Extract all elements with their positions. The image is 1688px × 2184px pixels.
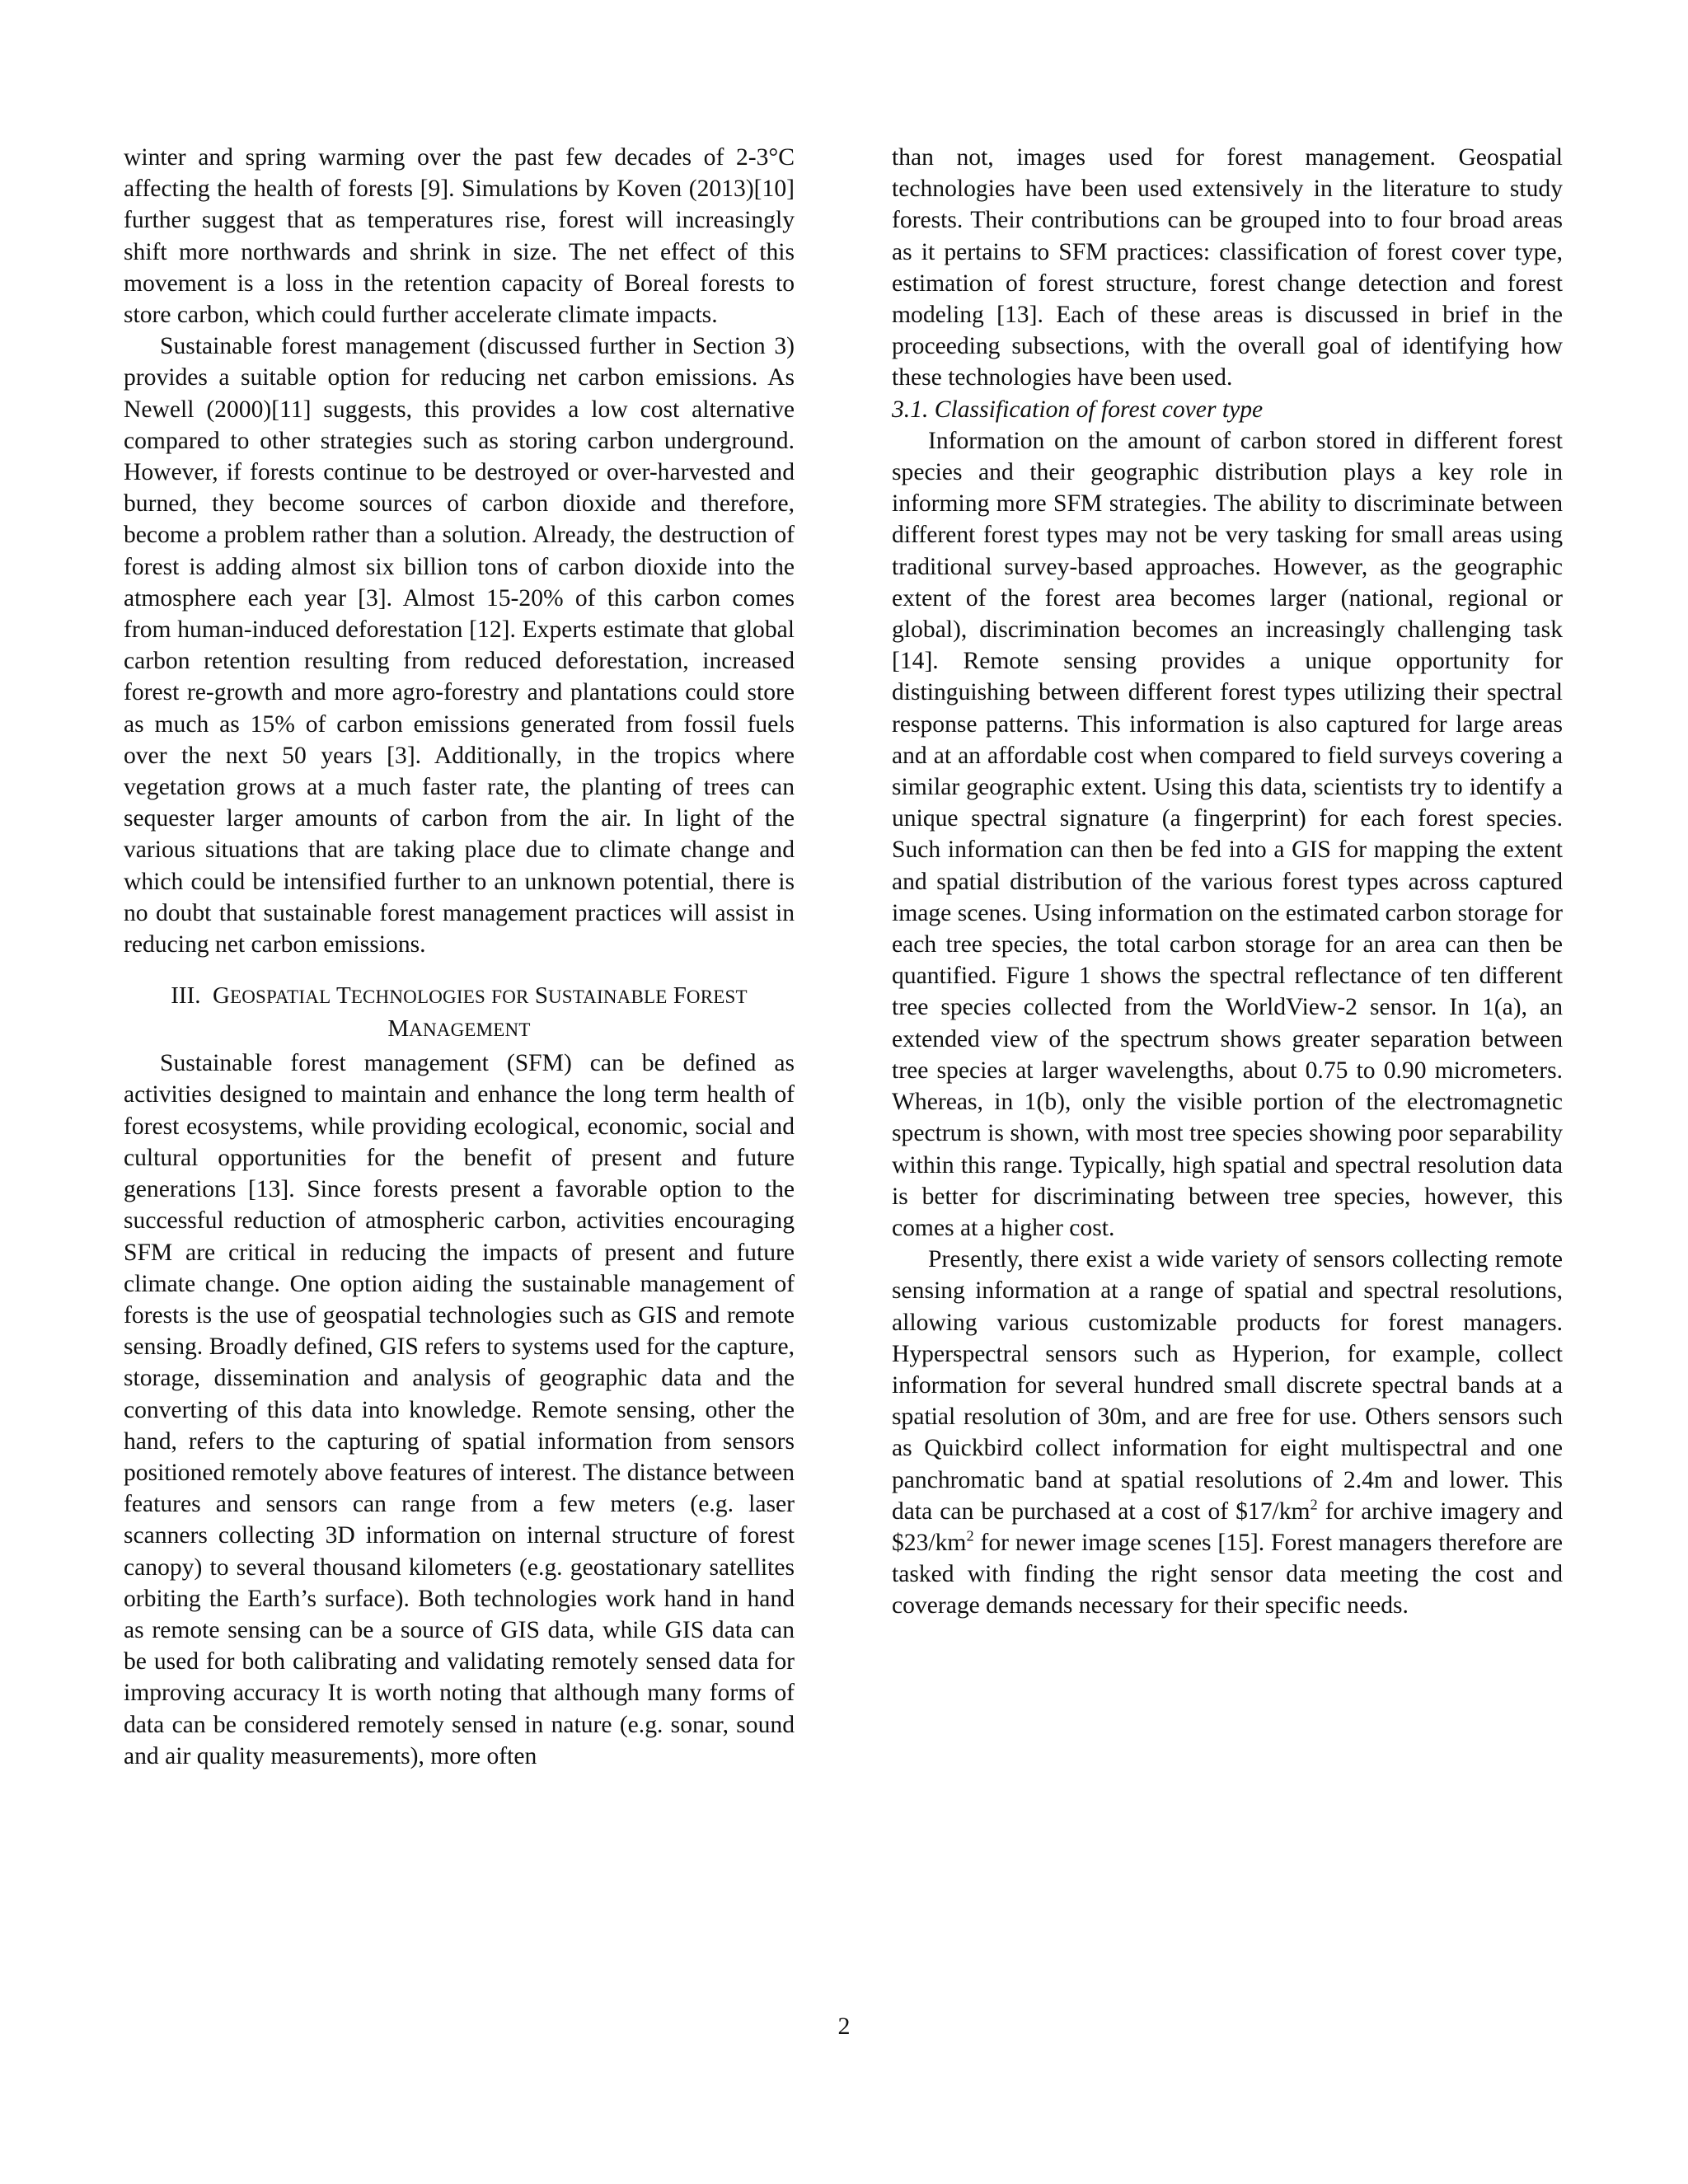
paragraph-geospatial-areas: than not, images used for forest management. Geospatial technologies have been used extensively in the literature to study forests. Their contributions can be grouped into to four broad areas as it pertains to SFM practices: classification of forest cover type, estimation of forest structure, forest change detection and forest modeling [13]. Each of these areas is discussed in brief in the proceeding subsections, with the overall goal of identifying how these technologies have been used. [892, 144, 1563, 391]
right-column [892, 142, 1563, 1622]
superscript-2: 2 [966, 1527, 974, 1544]
section-number: III. [171, 982, 201, 1010]
paragraph-sfm-definition: Sustainable forest management (SFM) can be defined as activities designed to maintain and enhance the long term health of forest ecosystems, while providing ecological, economic, social and cultural opportunities for the benefit of present and future generations [13]. Since forests present a favorable option to the successful reduction of atmospheric carbon, activities encouraging SFM are critical in reducing the impacts of present and future climate change. One option aiding the sustainable management of forests is the use of geospatial technologies such as GIS and remote sensing. Broadly defined, GIS refers to systems used for the capture, storage, dissemination and analysis of geographic data and the converting of this data into knowledge. Remote sensing, other the hand, refers to the capturing of spatial information from sensors positioned remotely above features of interest. The distance between features and sensors can range from a few meters (e.g. laser scanners collecting 3D information on internal structure of forest canopy) to several thousand kilometers (e.g. geostationary satellites orbiting the Earth’s surface). Both technologies work hand in hand as remote sensing can be a source of GIS data, while GIS data can be used for both calibrating and validating remotely sensed data for improving accuracy It is worth noting that although many forms of data can be considered remotely sensed in nature (e.g. sonar, sound and air quality measurements), more often [124, 1050, 795, 1769]
left-column [124, 142, 795, 1772]
section-title [213, 982, 748, 1042]
section-title-word: FOREST [673, 982, 748, 1010]
subsection-heading: 3.1. Classification of forest cover type [892, 396, 1264, 423]
paragraph-sensors [892, 1244, 1563, 1621]
superscript-2: 2 [1310, 1496, 1318, 1513]
section-title-word: MANAGEMENT [387, 1015, 531, 1043]
paragraph-warming: winter and spring warming over the past few decades of 2-3°C affecting the health of forests [9]. Simulations by Koven (2013)[10] further suggest that as temperatures rise, forest will increasingly shift more northwards and shrink in size. The net effect of this movement is a loss in the retention capacity of Boreal forests to store carbon, which could further accelerate climate impacts. [124, 144, 795, 329]
sensors-text-2: for archive imagery and $23/km [892, 1497, 1563, 1556]
section-title-word: TECHNOLOGIES [336, 982, 485, 1010]
section-title-word: SUSTAINABLE [534, 982, 668, 1010]
section-heading [124, 980, 795, 1046]
paragraph-sfm-carbon: Sustainable forest management (discussed further in Section 3) provides a suitable option for reducing net carbon emissions. As Newell (2000)[11] suggests, this provides a low cost alternative compared to other strategies such as storing carbon underground. However, if forests continue to be destroyed or over-harvested and burned, they become sources of carbon dioxide and therefore, become a problem rather than a solution. Already, the destruction of forest is adding almost six billion tons of carbon dioxide into the atmosphere each year [3]. Almost 15-20% of this carbon comes from human-induced deforestation [12]. Experts estimate that global carbon retention resulting from reduced deforestation, increased forest re-growth and more agro-forestry and plantations could store as much as 15% of carbon emissions generated from fossil fuels over the next 50 years [3]. Additionally, in the tropics where vegetation grows at a much faster rate, the planting of trees can sequester larger amounts of carbon from the air. In light of the various situations that are taking place due to climate change and which could be intensified further to an unknown potential, there is no doubt that sustainable forest management practices will assist in reducing net carbon emissions. [124, 333, 795, 958]
paragraph-forest-cover: Information on the amount of carbon stored in different forest species and their geographic distribution plays a key role in informing more SFM strategies. The ability to discriminate between different forest types may not be very tasking for small areas using traditional survey-based approaches. However, as the geographic extent of the forest area becomes larger (national, regional or global), discrimination becomes an increasingly challenging task [14]. Remote sensing provides a unique opportunity for distinguishing between different forest types utilizing their spectral response patterns. This information is also captured for large areas and at an affordable cost when compared to field surveys covering a similar geographic extent. Using this data, scientists try to identify a unique spectral signature (a fingerprint) for each forest species. Such information can then be fed into a GIS for mapping the extent and spatial distribution of the various forest types across captured image scenes. Using information on the estimated carbon storage for each tree species, the total carbon storage for an area can then be quantified. Figure 1 shows the spectral reflectance of ten different tree species collected from the WorldView-2 sensor. In 1(a), an extended view of the spectrum shows greater separation between tree species at larger wavelengths, about 0.75 to 0.90 micrometers. Whereas, in 1(b), only the visible portion of the electromagnetic spectrum is shown, with most tree species showing poor separability within this range. Typically, high spatial and spectral resolution data is better for discriminating between tree species, however, this comes at a higher cost. [892, 427, 1563, 1241]
section-title-word: FOR [491, 987, 529, 1008]
section-title-word: GEOSPATIAL [213, 982, 331, 1010]
page-number: 2 [837, 2013, 851, 2040]
sensors-text-3: for newer image scenes [15]. Forest managers therefore are tasked with finding the right sensor data meeting the cost and coverage demands necessary for their specific needs. [892, 1529, 1563, 1619]
sensors-text-1: Presently, there exist a wide variety of sensors collecting remote sensing information at a range of spatial and spectral resolutions, allowing various customizable products for forest managers. Hyperspectral sensors such as Hyperion, for example, collect information for several hundred small discrete spectral bands at a spatial resolution of 30m, and are free for use. Others sensors such as Quickbird collect information for eight multispectral and one panchromatic band at spatial resolutions of 2.4m and lower. This data can be purchased at a cost of $17/km [892, 1246, 1563, 1525]
